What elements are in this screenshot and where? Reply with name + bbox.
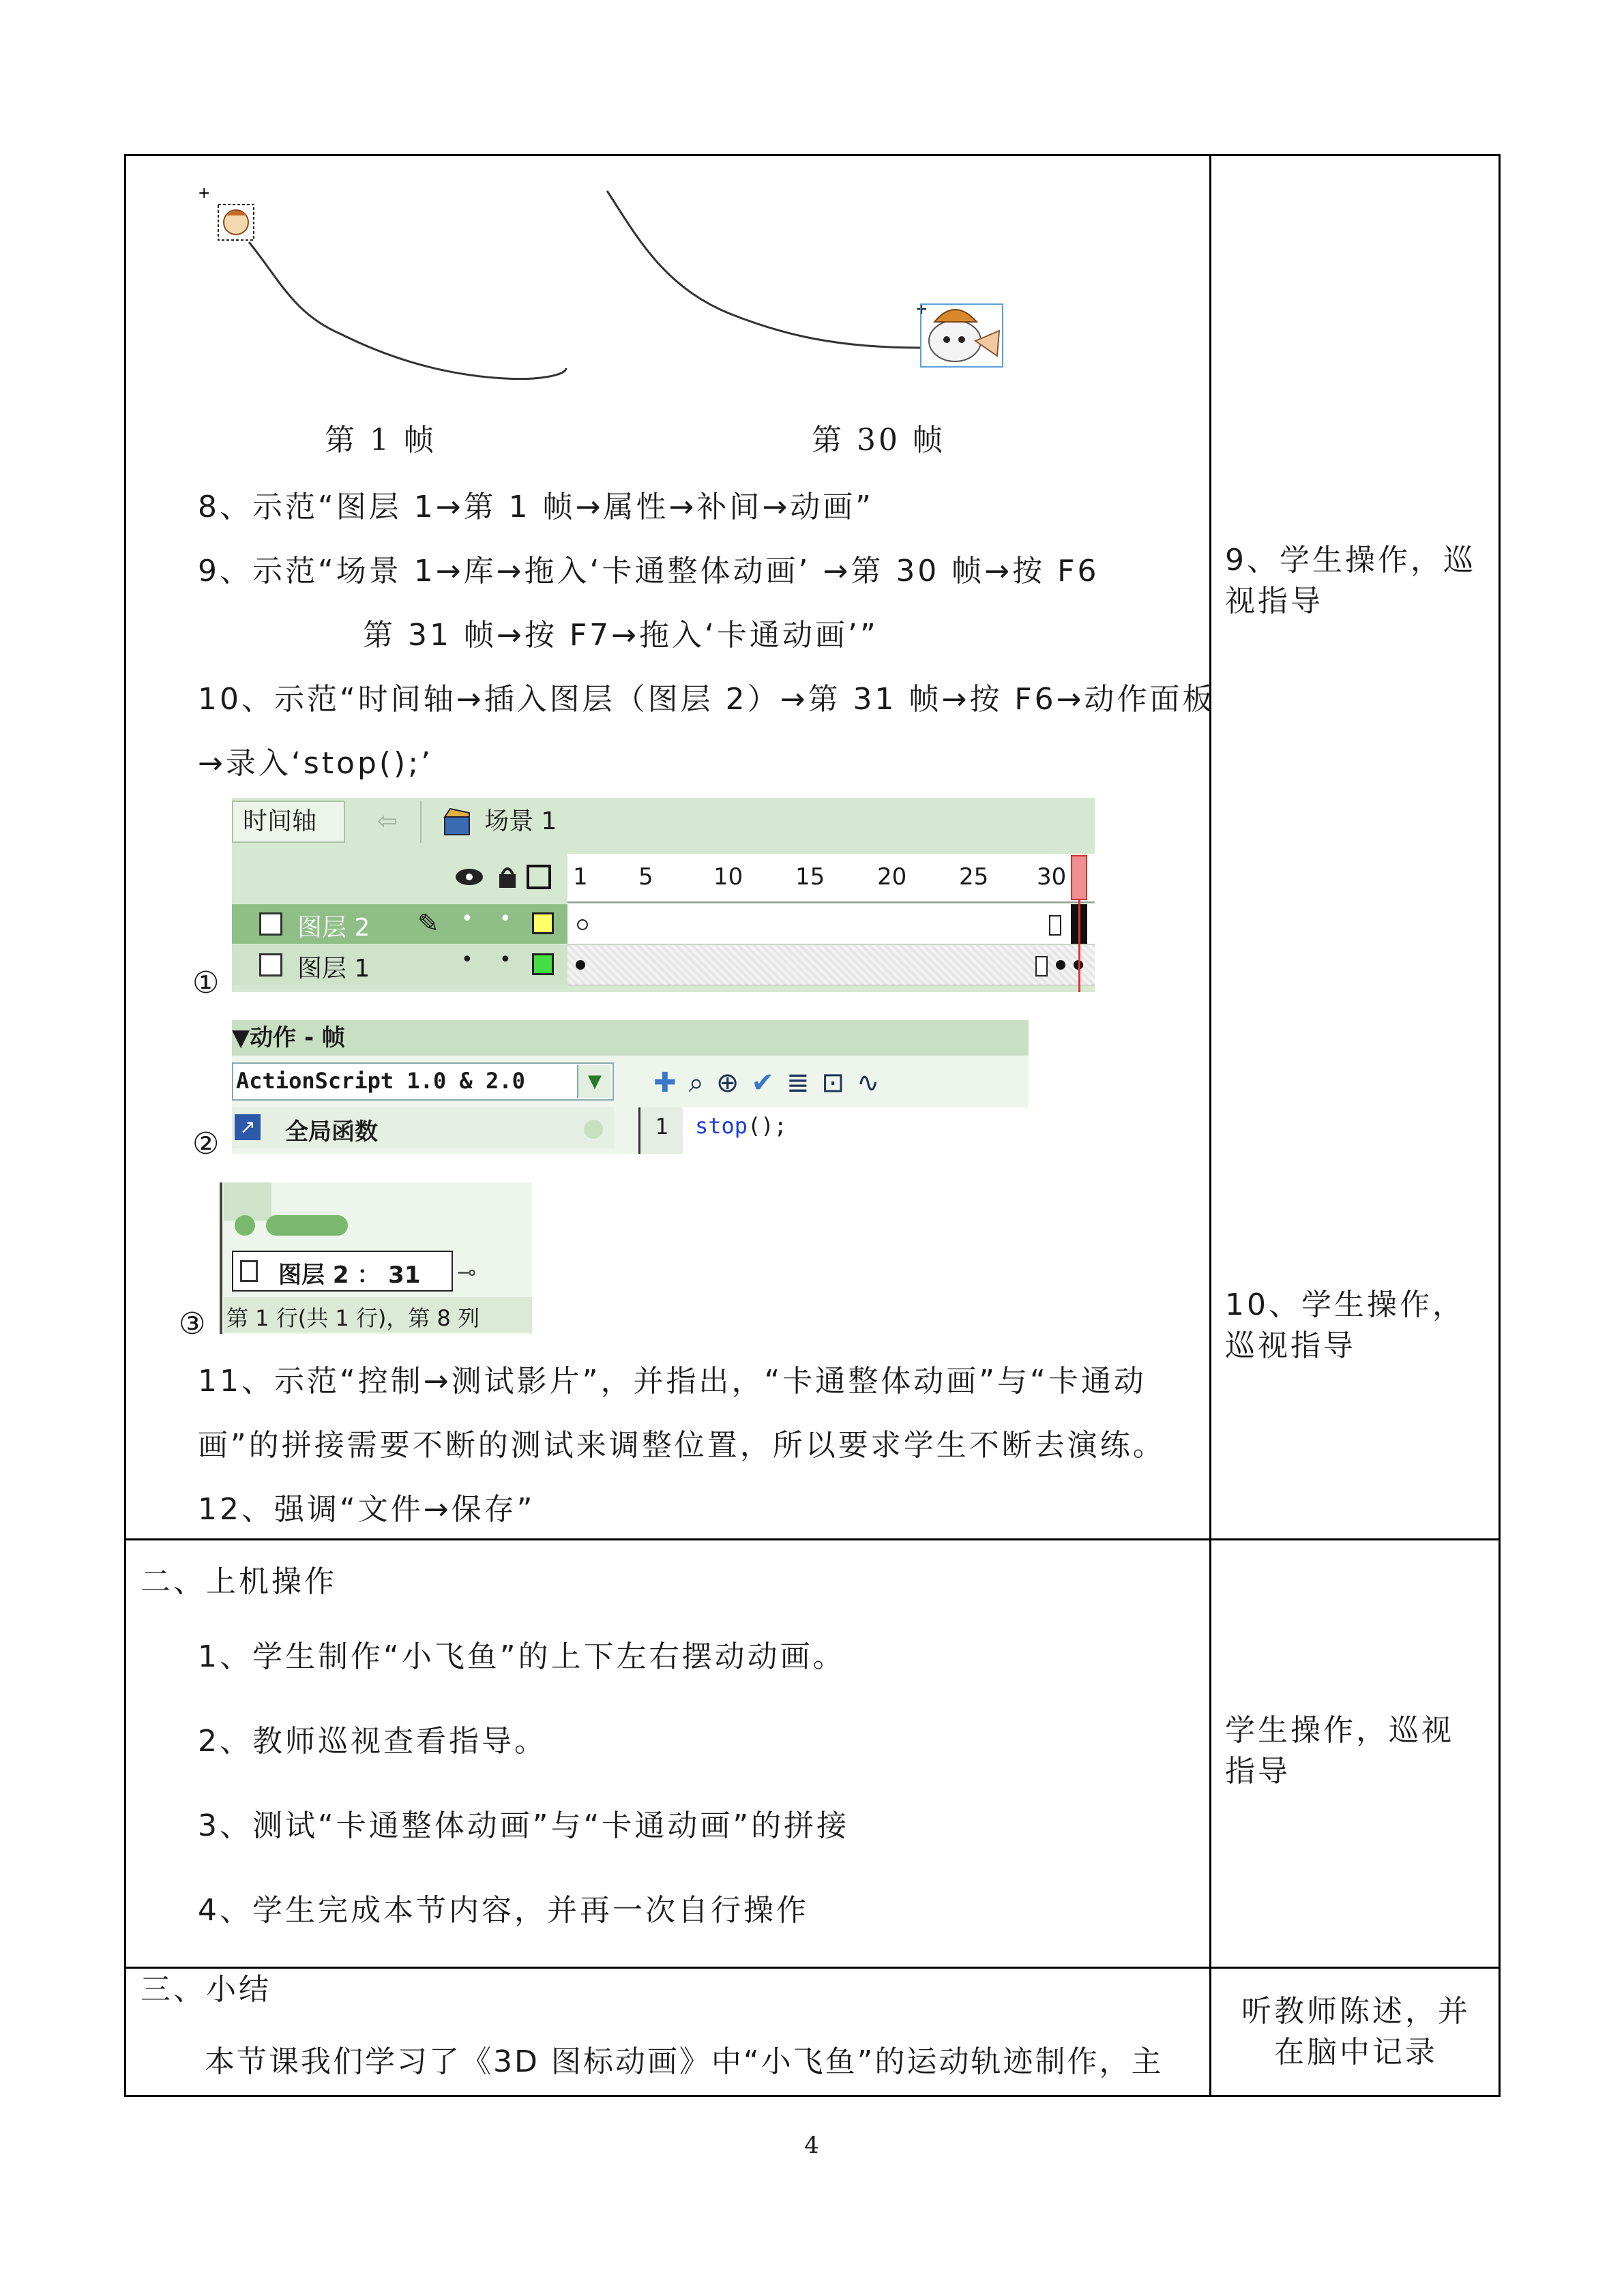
step-10: 10、示范“时间轴→插入图层（图层 2）→第 31 帧→按 F6→动作面板 — [198, 682, 1215, 717]
status-bar — [224, 1297, 532, 1332]
section3-right-line2: 在脑中记录 — [1274, 2035, 1438, 2070]
right-note-10-line2: 巡视指导 — [1225, 1328, 1356, 1363]
actions-toolbar — [653, 1062, 1029, 1103]
step-8: 8、示范“图层 1→第 1 帧→属性→补间→动画” — [198, 490, 874, 524]
find-icon[interactable]: ⌕ — [688, 1067, 716, 1099]
visibility-dot[interactable]: • — [461, 907, 473, 931]
lock-dot[interactable]: • — [499, 948, 512, 972]
section2-item-1: 1、学生制作“小飞鱼”的上下左右摆动动画。 — [198, 1639, 846, 1674]
target-icon[interactable]: ⊕ — [715, 1067, 752, 1099]
visibility-dot[interactable]: • — [461, 948, 473, 972]
code-hint-icon[interactable]: ⊡ — [821, 1067, 857, 1099]
pin-icon[interactable]: ⊸ — [457, 1259, 477, 1286]
cursor-status: 第 1 行(共 1 行)，第 8 列 — [226, 1305, 480, 1331]
step-9-cont: 第 31 帧→按 F7→拖入‘卡通动画’” — [363, 618, 879, 653]
table-row-divider-1 — [124, 1538, 1501, 1540]
step-12: 12、强调“文件→保存” — [198, 1492, 535, 1527]
folder-arrow-icon: ↗ — [235, 1114, 261, 1140]
playhead-line — [1078, 900, 1080, 992]
layer-frame-tab[interactable] — [232, 1251, 453, 1292]
category-status-dot — [584, 1120, 603, 1139]
code-line — [695, 1113, 787, 1139]
scroll-pill[interactable] — [266, 1215, 348, 1236]
actionscript-version-select[interactable] — [232, 1062, 614, 1101]
layer-row-2[interactable] — [232, 904, 567, 944]
section2-item-2: 2、教师巡视查看指导。 — [198, 1724, 547, 1759]
add-item-icon[interactable]: ✚ — [653, 1067, 689, 1099]
layer-2-frames[interactable] — [567, 904, 1095, 944]
ruler-tick: 20 — [877, 863, 907, 891]
frame1-label: 第 1 帧 — [325, 423, 437, 458]
frame-end-marker — [1049, 915, 1061, 936]
section3-heading: 三、小结 — [141, 1972, 271, 2007]
chevron-down-icon[interactable]: ▼ — [577, 1065, 611, 1098]
section2-right-line2: 指导 — [1225, 1754, 1290, 1789]
right-note-10-line1: 10、学生操作， — [1225, 1287, 1465, 1322]
debug-options-icon[interactable]: ∿ — [856, 1067, 892, 1099]
step-11-cont: 画”的拼接需要不断的测试来调整位置，所以要求学生不断去演练。 — [198, 1428, 1166, 1463]
marker-1: ① — [192, 966, 222, 1000]
section3-text: 本节课我们学习了《3D 图标动画》中“小飞鱼”的运动轨迹制作，主 — [205, 2044, 1164, 2079]
table-border-top — [124, 154, 1501, 156]
ruler-tick: 30 — [1037, 863, 1067, 891]
code-punct: (); — [748, 1113, 787, 1139]
layer-name: 图层 1 — [297, 955, 370, 983]
step-9: 9、示范“场景 1→库→拖入‘卡通整体动画’ →第 30 帧→按 F6 — [198, 554, 1099, 588]
right-note-9-line2: 视指导 — [1225, 584, 1323, 618]
outline-swatch[interactable] — [532, 912, 554, 934]
back-arrow-icon[interactable]: ⇦ — [377, 807, 398, 835]
marker-2: ② — [192, 1127, 222, 1161]
layer-tab-icon — [240, 1260, 258, 1282]
timeline-panel — [232, 798, 1095, 992]
status-dot — [235, 1215, 255, 1236]
keyframe-1 — [576, 960, 585, 970]
ruler-tick: 10 — [713, 863, 743, 891]
section3-right-line1: 听教师陈述，并 — [1241, 1994, 1471, 2029]
frame30-motion-path — [607, 191, 1003, 367]
layer-page-icon — [259, 912, 282, 936]
empty-keyframe — [577, 919, 588, 930]
svg-text:+: + — [198, 185, 211, 202]
tab-divider — [420, 801, 422, 843]
category-row[interactable] — [232, 1107, 614, 1148]
section2-item-4: 4、学生完成本节内容，并再一次自行操作 — [198, 1893, 809, 1928]
script-pane[interactable] — [638, 1107, 1031, 1154]
step-11: 11、示范“控制→测试影片”，并指出，“卡通整体动画”与“卡通动 — [198, 1364, 1147, 1399]
version-text: ActionScript 1.0 & 2.0 — [236, 1068, 525, 1094]
ruler-tick: 1 — [573, 863, 588, 891]
table-border-right — [1498, 154, 1501, 2097]
actions-panel-title[interactable]: ▼动作 - 帧 — [232, 1020, 1029, 1056]
code-keyword: stop — [695, 1113, 748, 1139]
layer-header-icons — [450, 859, 559, 893]
format-icon[interactable]: ≣ — [786, 1067, 822, 1099]
layer-1-frames[interactable] — [567, 945, 1095, 985]
section2-right-line1: 学生操作，巡视 — [1225, 1713, 1454, 1748]
page-number: 4 — [804, 2132, 819, 2159]
section2-item-3: 3、测试“卡通整体动画”与“卡通动画”的拼接 — [198, 1808, 850, 1843]
step-10-cont: →录入‘stop();’ — [198, 746, 434, 781]
pencil-icon: ✎ — [417, 908, 439, 938]
table-border-bottom — [124, 2095, 1501, 2097]
svg-text:+: + — [915, 301, 928, 318]
outline-swatch[interactable] — [532, 953, 554, 975]
category-label: 全局函数 — [285, 1118, 378, 1146]
marker-3: ③ — [179, 1307, 209, 1341]
frame-ruler[interactable] — [567, 854, 1095, 903]
keyframe-30 — [1056, 960, 1065, 970]
table-border-left — [124, 154, 126, 2097]
ruler-tick: 15 — [795, 863, 825, 891]
layer-name: 图层 2 — [297, 914, 370, 942]
frame-end-marker — [1035, 956, 1048, 976]
layer-frame-label: 图层 2 ： 31 — [278, 1262, 421, 1289]
ruler-tick: 5 — [638, 863, 653, 891]
scene-name[interactable]: 场景 1 — [484, 807, 557, 835]
line-number: 1 — [640, 1107, 683, 1154]
playhead[interactable] — [1071, 855, 1087, 900]
actions-panel — [232, 1020, 1029, 1154]
section2-heading: 二、上机操作 — [141, 1564, 337, 1599]
lock-dot[interactable]: • — [499, 907, 512, 931]
frame1-motion-path — [198, 185, 566, 379]
layer-page-icon — [259, 953, 282, 976]
table-column-divider — [1209, 154, 1211, 2097]
ruler-tick: 25 — [959, 863, 989, 891]
status-panel — [220, 1182, 532, 1334]
frame30-label: 第 30 帧 — [812, 423, 945, 458]
motion-path-illustration — [184, 177, 1071, 396]
check-syntax-icon[interactable]: ✔ — [751, 1067, 786, 1099]
timeline-tab[interactable]: 时间轴 — [232, 801, 345, 843]
scene-clapper-icon — [443, 807, 471, 836]
layer-row-1[interactable] — [232, 945, 567, 985]
panel-left-edge — [220, 1182, 222, 1334]
table-row-divider-2 — [124, 1967, 1501, 1969]
right-note-9-line1: 9、学生操作，巡 — [1225, 543, 1476, 578]
